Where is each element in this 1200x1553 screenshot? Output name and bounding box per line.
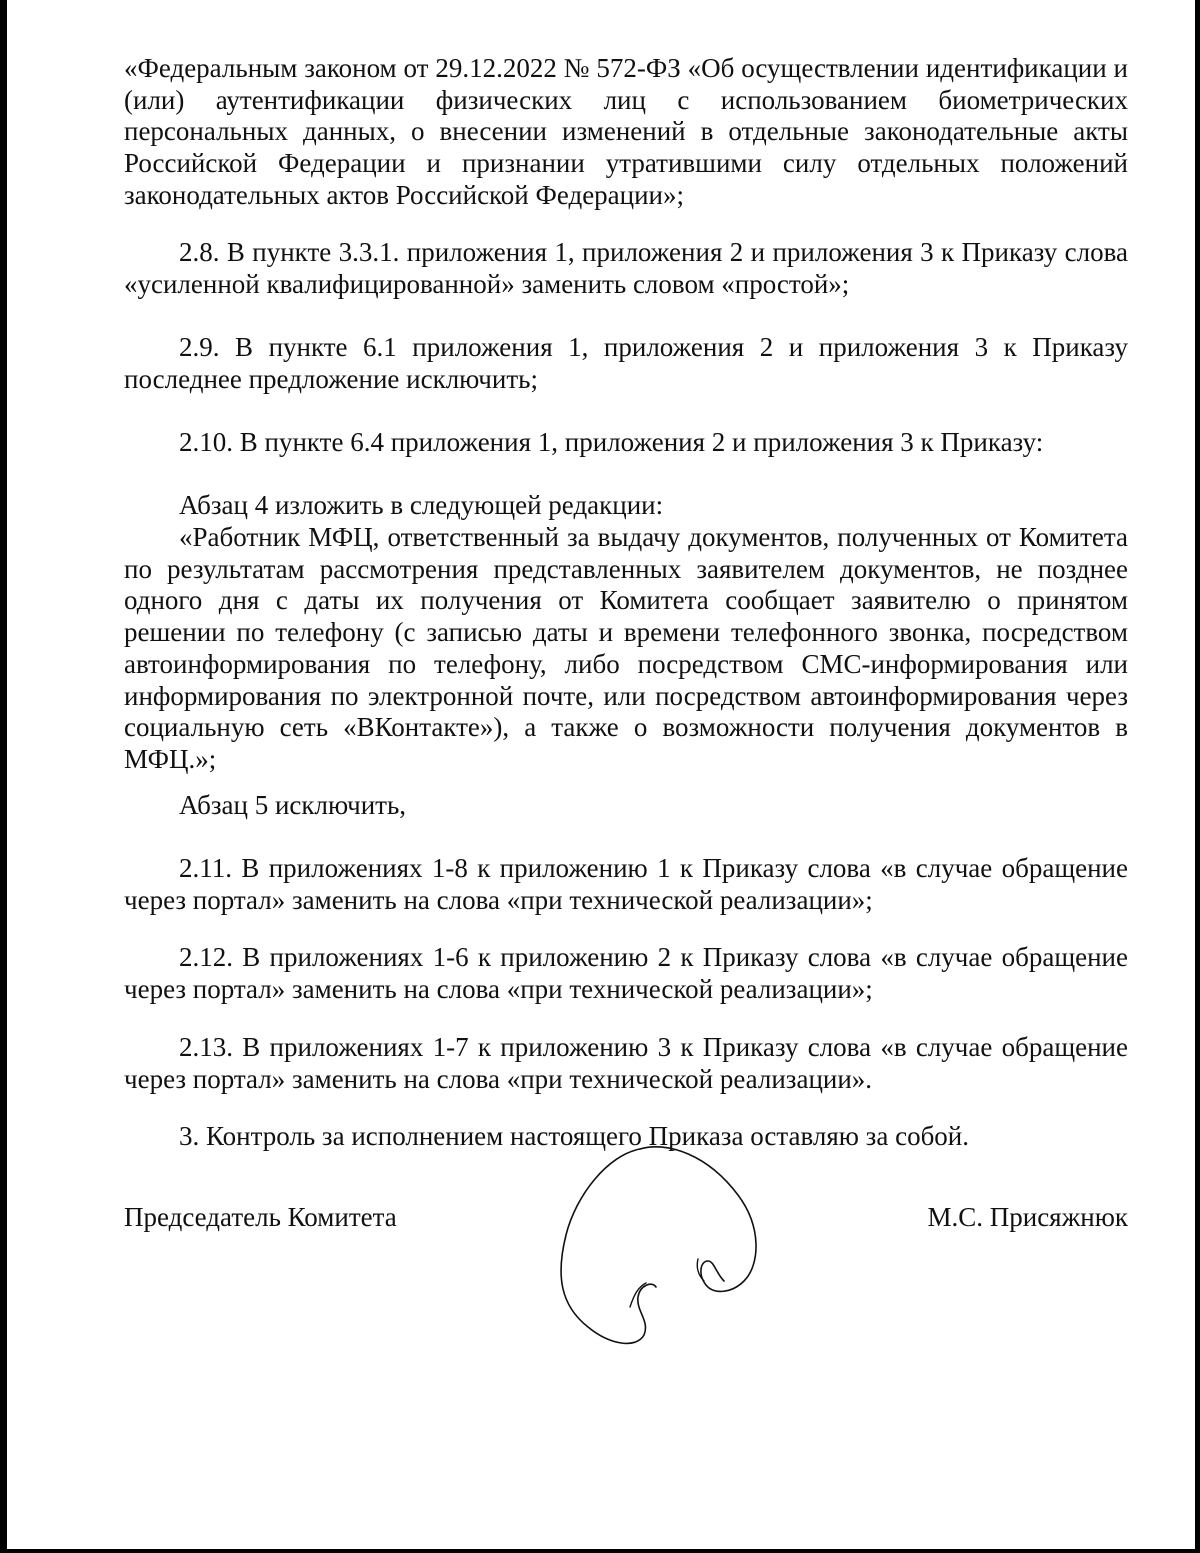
scan-edge-bottom xyxy=(0,1549,1200,1553)
paragraph-abzac-5: Абзац 5 исключить, xyxy=(179,790,407,820)
paragraph-2-8: 2.8. В пункте 3.3.1. приложения 1, приложения 2 и приложения 3 к Приказу слова «усиленной квалифицированной» заменить словом «простой»; xyxy=(124,237,1128,299)
position-title: Председатель Комитета xyxy=(124,1202,397,1232)
paragraph-3-control: 3. Контроль за исполнением настоящего Приказа оставляю за собой. xyxy=(179,1121,970,1151)
paragraph-mfc-employee: «Работник МФЦ, ответственный за выдачу документов, полученных от Комитета по результатам рассмотрения представленных заявителем документов, не позднее одного дня с даты их получения от Комитета сообщает заявителю о принятом решении по телефону (с записью даты и времени телефонного звонка, посредством автоинформирования по телефону, либо посредством СМС-информирования или информирования по электронной почте, или посредством автоинформирования через социальную сеть «ВКонтакте»), а также о возможности получения документов в МФЦ.»; xyxy=(124,522,1128,774)
signatory-name: М.С. Присяжнюк xyxy=(927,1202,1128,1232)
paragraph-2-11: 2.11. В приложениях 1-8 к приложению 1 к Приказу слова «в случае обращение через портал» заменить на слова «при технической реализации»; xyxy=(124,853,1128,915)
paragraph-2-10: 2.10. В пункте 6.4 приложения 1, приложения 2 и приложения 3 к Приказу: xyxy=(179,427,1044,457)
signature-loop-stroke xyxy=(561,1149,656,1343)
document-page xyxy=(124,53,1128,1232)
paragraph-2-9: 2.9. В пункте 6.1 приложения 1, приложения 2 и приложения 3 к Приказу последнее предложение исключить; xyxy=(124,332,1128,394)
paragraph-abzac-4: Абзац 4 изложить в следующей редакции: xyxy=(179,490,664,520)
paragraph-2-12: 2.12. В приложениях 1-6 к приложению 2 к Приказу слова «в случае обращение через портал» заменить на слова «при технической реализации»; xyxy=(124,942,1128,1004)
scan-edge-left xyxy=(0,0,7,1553)
paragraph-2-13: 2.13. В приложениях 1-7 к приложению 3 к Приказу слова «в случае обращение через портал» заменить на слова «при технической реализации». xyxy=(124,1032,1128,1094)
handwritten-signature xyxy=(548,1135,768,1357)
scan-edge-right xyxy=(1195,0,1200,1553)
paragraph-federal-law-reference: «Федеральным законом от 29.12.2022 № 572-ФЗ «Об осуществлении идентификации и (или) аутентификации физических лиц с использованием биометрических персональных данных, о внесении изменений в отдельные законодательные акты Российской Федерации и признании утратившими силу отдельных положений законодательных актов Российской Федерации»; xyxy=(124,53,1128,210)
